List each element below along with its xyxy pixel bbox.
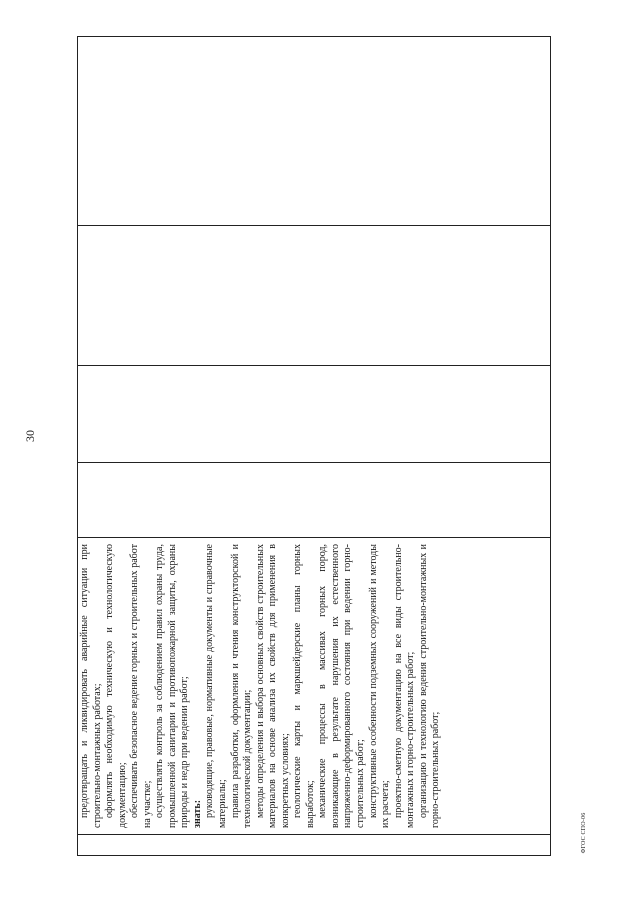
table-cell-empty <box>78 366 551 463</box>
table-cell-empty <box>78 37 551 226</box>
content-line: правила разработки, оформления и чтения конструкторской и технологической документации; <box>229 544 254 828</box>
content-line: оформлять необходимую техническую и технологическую документацию; <box>104 544 128 828</box>
content-heading: знать: <box>191 799 203 828</box>
content-line: руководящие, правовые, нормативные документы и справочные материалы; <box>204 544 229 828</box>
content-line: обеспечивать безопасное ведение горных и строительных работ на участке; <box>129 544 153 828</box>
table-cell-index <box>78 835 551 856</box>
content-line: проектно-сметную документацию на все виды строительно-монтажных и горно-строительных работ; <box>392 544 417 828</box>
table-cell-empty <box>78 226 551 366</box>
table-row <box>78 37 551 856</box>
content-line: организацию и технологию ведения строительно-монтажных и горно-строительных работ; <box>417 544 442 828</box>
table-cell-empty <box>78 463 551 538</box>
requirements-table <box>77 36 551 856</box>
table-cell-content <box>78 538 551 835</box>
content-line: конструктивные особенности подземных сооружений и методы их расчета; <box>367 544 392 828</box>
content-line: предотвращать и ликвидировать аварийные ситуации при строительно-монтажных работах; <box>79 544 103 828</box>
content-line: геологические карты и маркшейдерские планы горных выработок; <box>292 544 316 828</box>
content-line: осуществлять контроль за соблюдением правил охраны труда, промышленной санитарии и противопожарной защиты, охраны природы и недр при ведении работ; <box>154 544 191 828</box>
content-line: методы определения и выбора основных свойств строительных материалов на основе анализа их свойств для применения в конкретных условиях; <box>254 544 291 828</box>
footer-standard-code: ФГОС СПО-06 <box>581 812 587 854</box>
content-line: механические процессы в массивах горных пород, возникающие в результате нарушения их естественного напряженно-деформированного состояния при ведении горно-строительных работ; <box>317 544 367 828</box>
page-number: 30 <box>23 430 37 442</box>
